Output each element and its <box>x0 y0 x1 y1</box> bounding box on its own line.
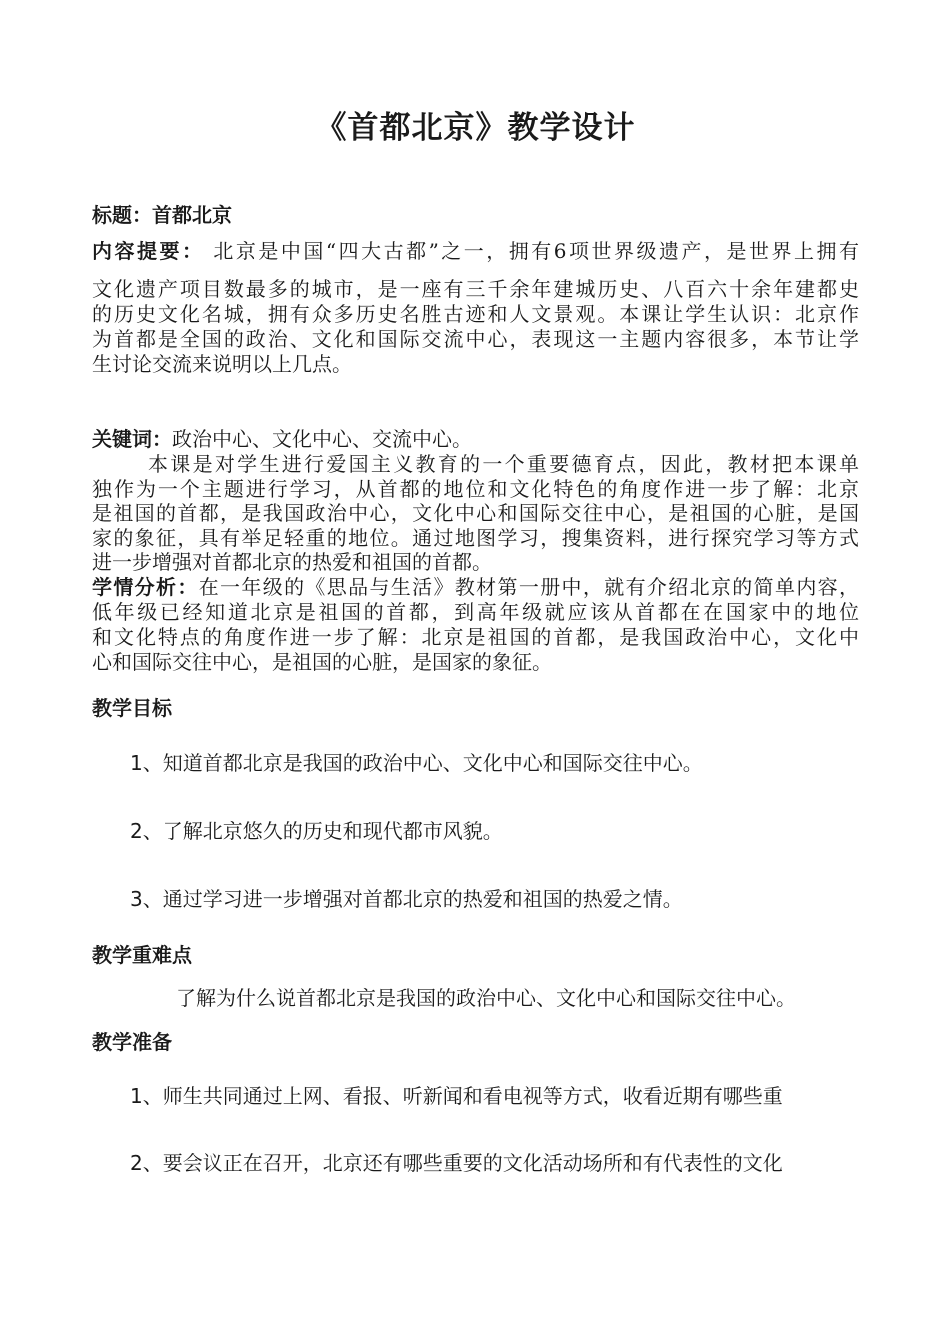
analysis-label: 学情分析： <box>92 575 199 599</box>
summary-line-5: 生讨论交流来说明以上几点。 <box>92 352 352 376</box>
prep-text: 、要会议正在召开，北京还有哪些重要的文化活动场所和有代表性的文化 <box>142 1151 783 1175</box>
key-points-heading: 教学重难点 <box>92 943 192 967</box>
intro-line-4: 家的象征，具有举足轻重的地位。通过地图学习，搜集资料，进行探究学习等方式 <box>92 526 859 550</box>
goal-number: 3 <box>130 887 143 911</box>
intro-line-5: 进一步增强对首都北京的热爱和祖国的首都。 <box>92 550 492 574</box>
goal-item-3 <box>130 883 683 912</box>
keywords-line <box>92 426 859 452</box>
summary-line-2: 文化遗产项目数最多的城市，是一座有三千余年建城历史、八百六十余年建都史 <box>92 277 859 301</box>
prep-item-2 <box>130 1147 783 1176</box>
summary-text-1: 北京是中国“四大古都”之一，拥有6项世界级遗产，是世界上拥有 <box>213 239 859 263</box>
prep-text: 、师生共同通过上网、看报、听新闻和看电视等方式，收看近期有哪些重 <box>142 1084 783 1108</box>
keywords-value: 政治中心、文化中心、交流中心。 <box>172 427 472 451</box>
goal-text: 、了解北京悠久的历史和现代都市风貌。 <box>142 819 503 843</box>
topic-value: 首都北京 <box>152 203 232 227</box>
goal-item-1 <box>130 747 703 776</box>
summary-line-4: 为首都是全国的政治、文化和国际交流中心，表现这一主题内容很多，本节让学 <box>92 327 859 351</box>
goal-text: 、知道首都北京是我国的政治中心、文化中心和国际交往中心。 <box>142 751 703 775</box>
intro-line-2: 独作为一个主题进行学习，从首都的地位和文化特色的角度作进一步了解：北京 <box>92 477 859 501</box>
summary-line-3: 的历史文化名城，拥有众多历史名胜古迹和人文景观。本课让学生认识：北京作 <box>92 302 859 326</box>
analysis-line-1 <box>92 574 859 600</box>
document-title: 《首都北京》教学设计 <box>315 110 636 146</box>
goal-text: 、通过学习进一步增强对首都北京的热爱和祖国的热爱之情。 <box>142 887 683 911</box>
summary-label: 内容提要： <box>92 239 205 263</box>
intro-line-1: 本课是对学生进行爱国主义教育的一个重要德育点，因此，教材把本课单 <box>148 452 859 476</box>
intro-line-3: 是祖国的首都，是我国政治中心，文化中心和国际交往中心，是祖国的心脏，是国 <box>92 501 859 525</box>
prep-number: 1 <box>130 1084 143 1108</box>
analysis-line-2: 低年级已经知道北京是祖国的首都，到高年级就应该从首都在在国家中的地位 <box>92 600 859 624</box>
goal-number: 1 <box>130 751 143 775</box>
analysis-line-3: 和文化特点的角度作进一步了解：北京是祖国的首都，是我国政治中心，文化中 <box>92 625 859 649</box>
prep-number: 2 <box>130 1151 143 1175</box>
topic-line <box>92 202 859 228</box>
topic-label: 标题： <box>92 203 152 227</box>
summary-line-1 <box>92 238 859 264</box>
analysis-line-4: 心和国际交往中心，是祖国的心脏，是国家的象征。 <box>92 650 552 674</box>
goal-item-2 <box>130 815 503 844</box>
goal-number: 2 <box>130 819 143 843</box>
analysis-text-1: 在一年级的《思品与生活》教材第一册中，就有介绍北京的简单内容， <box>198 575 859 599</box>
prep-item-1 <box>130 1080 783 1109</box>
keywords-label: 关键词： <box>92 427 172 451</box>
preparation-heading: 教学准备 <box>92 1030 172 1054</box>
key-points-text: 了解为什么说首都北京是我国的政治中心、文化中心和国际交往中心。 <box>176 986 796 1010</box>
goals-heading: 教学目标 <box>92 696 172 720</box>
